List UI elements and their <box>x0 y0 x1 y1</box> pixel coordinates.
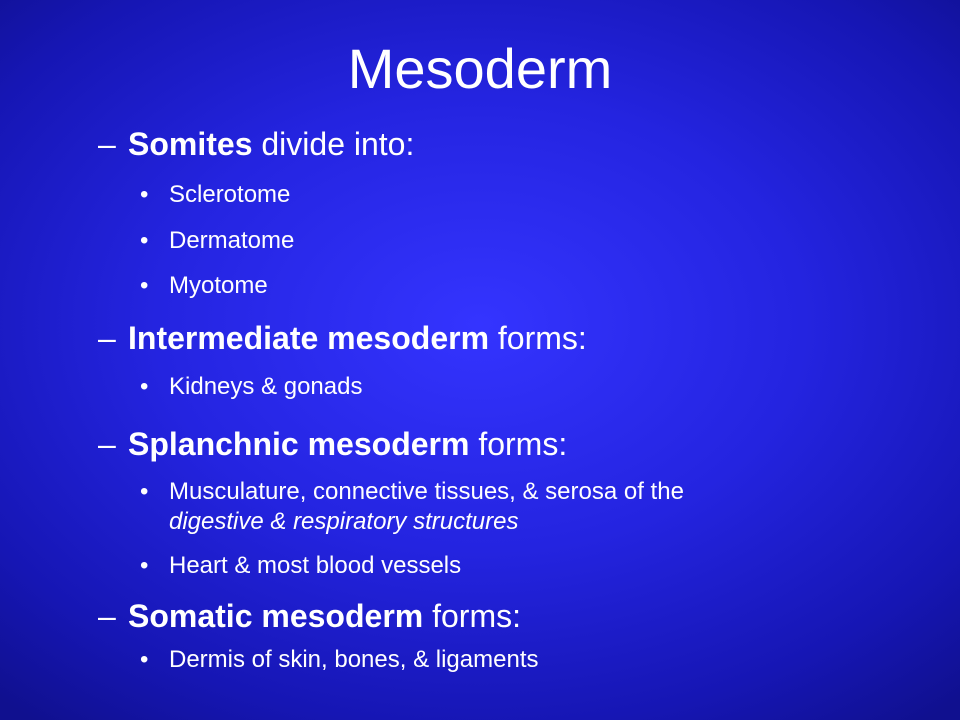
bullet-item-heart <box>140 551 461 581</box>
bullet-marker: • <box>140 478 149 505</box>
bullet-marker: • <box>140 552 149 579</box>
intermediate-mesoderm-heading <box>98 319 587 357</box>
heading-bold-text: Somites <box>128 126 253 162</box>
heading-rest-text: forms: <box>489 320 587 356</box>
bullet-item-myotome <box>140 271 268 301</box>
heading-bold-text: Intermediate mesoderm <box>128 320 490 356</box>
bullet-marker: • <box>140 646 149 673</box>
dash-marker: – <box>98 598 116 634</box>
bullet-marker: • <box>140 272 149 299</box>
somites-heading <box>98 125 414 163</box>
heading-rest-text: forms: <box>423 598 521 634</box>
dash-marker: – <box>98 426 116 462</box>
bullet-text: Dermis of skin, bones, & ligaments <box>169 646 539 673</box>
bullet-item-musculature <box>140 477 684 537</box>
somatic-mesoderm-heading <box>98 597 521 635</box>
dash-marker: – <box>98 126 116 162</box>
bullet-text: Heart & most blood vessels <box>169 552 462 579</box>
bullet-item-dermis <box>140 645 538 675</box>
bullet-item-sclerotome <box>140 180 290 210</box>
bullet-item-dermatome <box>140 226 294 256</box>
heading-bold-text: Somatic mesoderm <box>128 598 424 634</box>
heading-bold-text: Splanchnic mesoderm <box>128 426 470 462</box>
bullet-wrapped-text <box>169 477 684 537</box>
heading-rest-text: forms: <box>469 426 568 462</box>
splanchnic-mesoderm-heading <box>98 425 567 463</box>
bullet-text: Kidneys & gonads <box>169 373 363 400</box>
heading-rest-text: divide into: <box>252 126 415 162</box>
bullet-marker: • <box>140 373 149 400</box>
bullet-text-line-2: digestive & respiratory structures <box>169 508 519 535</box>
bullet-item-kidneys <box>140 372 362 402</box>
bullet-text: Dermatome <box>169 227 295 254</box>
bullet-text: Sclerotome <box>169 181 291 208</box>
dash-marker: – <box>98 320 116 356</box>
bullet-text: Myotome <box>169 272 268 299</box>
slide-title: Mesoderm <box>347 37 613 100</box>
bullet-marker: • <box>140 181 149 208</box>
bullet-text-line-1: Musculature, connective tissues, & serosa of the <box>169 478 684 505</box>
bullet-marker: • <box>140 227 149 254</box>
